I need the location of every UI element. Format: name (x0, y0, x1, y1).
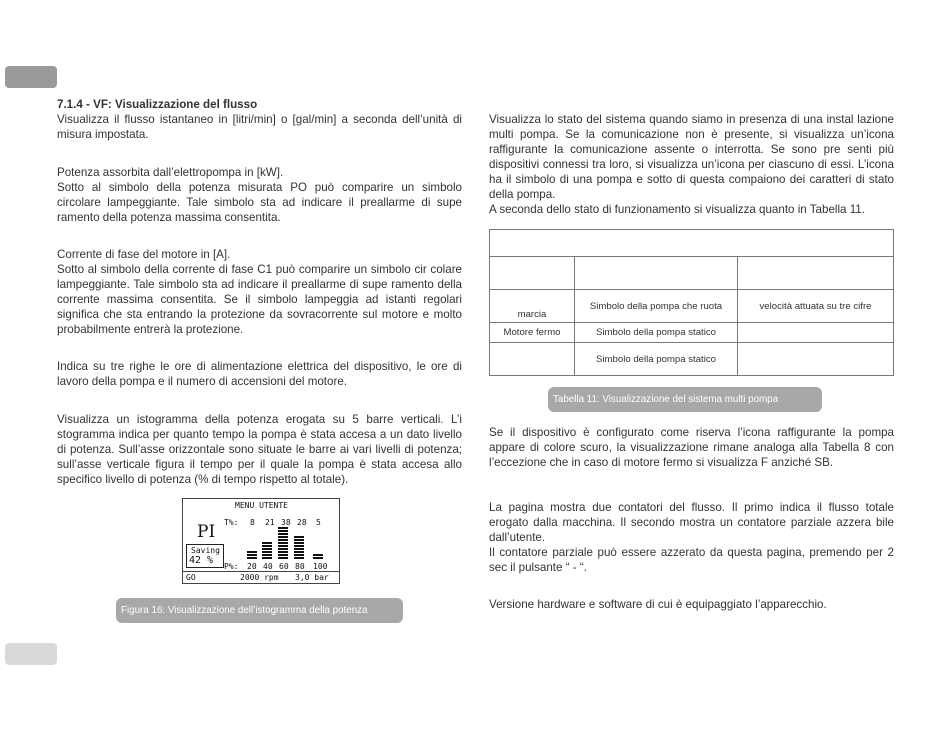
paragraph-flow: Visualizza il flusso istantaneo in [litri/min] o [gal/min] a seconda dell’unità di misura impostata. (57, 113, 462, 141)
table-row (490, 257, 894, 290)
lcd-t-value: 21 (265, 518, 275, 527)
lcd-t-value: 28 (297, 518, 307, 527)
lcd-bar-segment (278, 545, 288, 547)
counters-line-2: Il contatore parziale può essere azzerato da questa pagina, premendo per 2 sec il pulsante “ - “. (489, 546, 894, 574)
lcd-bar-segment (262, 557, 272, 559)
table-cell (738, 343, 894, 376)
lcd-t-value: 38 (281, 518, 291, 527)
lcd-bar-segment (294, 536, 304, 538)
lcd-bar-segment (278, 533, 288, 535)
lcd-bar-segment (294, 548, 304, 550)
lcd-bar-segment (313, 557, 323, 559)
table-cell: marcia (490, 290, 575, 323)
paragraph-histogram: Visualizza un istogramma della potenza erogata su 5 barre verticali. L’i stogramma indica per quanto tempo la pompa è stata accesa a un dato livello di potenza. Sull’asse orizzontale sono situate le barre ai vari livelli di potenza; sull’asse verticale figura il tempo per il quale la pompa è stata accesa allo specifico livello di potenza (% di tempo rispetto al totale). (57, 413, 462, 486)
table-cell (575, 257, 738, 290)
paragraph-reserve: Se il dispositivo è configurato come riserva l’icona raffigurante la pompa appare di colore scuro, la visualizzazione rimane analoga alla Tabella 8 con l’eccezione che in caso di motore fermo si visualizza F anziché SB. (489, 426, 894, 469)
lcd-bar-segment (313, 554, 323, 556)
table-caption: Tabella 11: Visualizzazione del sistema multi pompa (548, 387, 822, 412)
lcd-bar-segment (278, 557, 288, 559)
lcd-saving-box (186, 544, 224, 568)
lcd-bar-segment (278, 539, 288, 541)
table-cell: Motore fermo (490, 323, 575, 343)
lcd-histogram-bar (294, 529, 306, 559)
table-row (490, 290, 894, 323)
lcd-p-value: 60 (279, 562, 289, 571)
lcd-bar-segment (278, 548, 288, 550)
lcd-p-value: 20 (247, 562, 257, 571)
table-row (490, 323, 894, 343)
current-line-1: Corrente di fase del motore in [A]. (57, 248, 231, 261)
table-cell (490, 257, 575, 290)
lcd-t-value: 8 (250, 518, 255, 527)
multipump-line-2: A seconda dello stato di funzionamento si visualizza quanto in Tabella 11. (489, 203, 865, 216)
lcd-bar-segment (262, 551, 272, 553)
current-line-2: Sotto al simbolo della corrente di fase C1 può comparire un simbolo cir colare lampeggiante. Tale simbolo sta ad indicare il preallarme di supe ramento della corrente massima consentita. Se il simbolo lampeggia ad istanti regolari significa che sta entrando la protezione da sovracorrente sul motore e molto probabilmente entrerà la protezione. (57, 263, 462, 336)
lcd-p-value: 40 (263, 562, 273, 571)
lcd-p-label: P%: (224, 562, 239, 571)
lcd-pressure: 3,0 bar (295, 573, 329, 582)
lcd-t-value: 5 (316, 518, 321, 527)
lcd-bar-segment (294, 551, 304, 553)
chapter-tab (5, 66, 57, 88)
table-row (490, 343, 894, 376)
lcd-p-value: 100 (313, 562, 328, 571)
table-cell: Simbolo della pompa statico (575, 343, 738, 376)
lcd-bar-segment (247, 557, 257, 559)
lcd-t-label: T%: (224, 518, 239, 527)
table-cell: velocità attuata su tre cifre (738, 290, 894, 323)
lcd-histogram-bar (313, 529, 325, 559)
page-tab (5, 643, 57, 665)
lcd-bottom-left: GO (186, 573, 196, 582)
lcd-title: MENU UTENTE (235, 501, 288, 510)
lcd-bar-segment (278, 542, 288, 544)
table-cell: Simbolo della pompa che ruota (575, 290, 738, 323)
lcd-saving-label: Saving (191, 546, 220, 555)
paragraph-power (57, 165, 462, 225)
lcd-histogram-bar (278, 529, 290, 559)
lcd-bar-segment (262, 548, 272, 550)
figure-caption: Figura 16: Visualizzazione dell’istogramma della potenza (116, 598, 403, 623)
lcd-bar-segment (294, 554, 304, 556)
lcd-histogram-bar (262, 529, 274, 559)
paragraph-current (57, 247, 462, 337)
lcd-bar-segment (278, 530, 288, 532)
lcd-bar-segment (294, 557, 304, 559)
paragraph-multipump (489, 112, 894, 217)
lcd-p-value: 80 (295, 562, 305, 571)
lcd-mode: PI (197, 522, 216, 542)
lcd-bar-segment (247, 551, 257, 553)
table-cell (738, 257, 894, 290)
lcd-bar-segment (262, 542, 272, 544)
power-line-1: Potenza assorbita dall’elettropompa in [kW]. (57, 166, 284, 179)
lcd-rpm: 2000 rpm (240, 573, 279, 582)
lcd-bar-segment (278, 527, 288, 529)
lcd-divider (183, 571, 339, 572)
lcd-bar-segment (294, 542, 304, 544)
multipump-line-1: Visualizza lo stato del sistema quando siamo in presenza di una instal lazione multi pompa. Se la comunicazione non è presente, si visualizza un’icona raffigurante la comunicazione assente o interrotta. Se sono pre senti più dispositivi connessi tra loro, si visualizza un’icona per ciascuno di essi. L’icona ha il simbolo di una pompa e sotto di questa compaiono dei caratteri di stato della pompa. (489, 113, 894, 201)
power-line-2: Sotto al simbolo della potenza misurata PO può comparire un simbolo circolare lampeggiante. Tale simbolo sta ad indicare il preallarme di supe ramento della potenza massima consentita. (57, 181, 462, 224)
lcd-histogram-display (182, 498, 340, 584)
lcd-bar-segment (294, 545, 304, 547)
table-cell (490, 343, 575, 376)
lcd-bar-segment (278, 554, 288, 556)
lcd-bar-segment (278, 551, 288, 553)
table-cell (490, 230, 894, 257)
paragraph-hours: Indica su tre righe le ore di alimentazione elettrica del dispositivo, le ore di lavoro della pompa e il numero di accensioni del motore. (57, 360, 462, 388)
lcd-bar-segment (262, 545, 272, 547)
table-cell (738, 323, 894, 343)
lcd-bar-segment (262, 554, 272, 556)
table-header-row (490, 230, 894, 257)
table-cell: Simbolo della pompa statico (575, 323, 738, 343)
table-11 (489, 229, 894, 376)
lcd-bar-segment (294, 539, 304, 541)
counters-line-1: La pagina mostra due contatori del flusso. Il primo indica il flusso totale erogato dalla macchina. Il secondo mostra un contatore parziale azzera bile dall’utente. (489, 501, 894, 544)
paragraph-counters (489, 500, 894, 575)
lcd-bar-segment (247, 554, 257, 556)
lcd-bar-segment (278, 536, 288, 538)
lcd-histogram-bar (247, 529, 259, 559)
lcd-saving-value: 42 % (189, 555, 214, 566)
paragraph-version: Versione hardware e software di cui è equipaggiato l’apparecchio. (489, 598, 827, 611)
section-heading: 7.1.4 - VF: Visualizzazione del flusso (57, 98, 258, 111)
